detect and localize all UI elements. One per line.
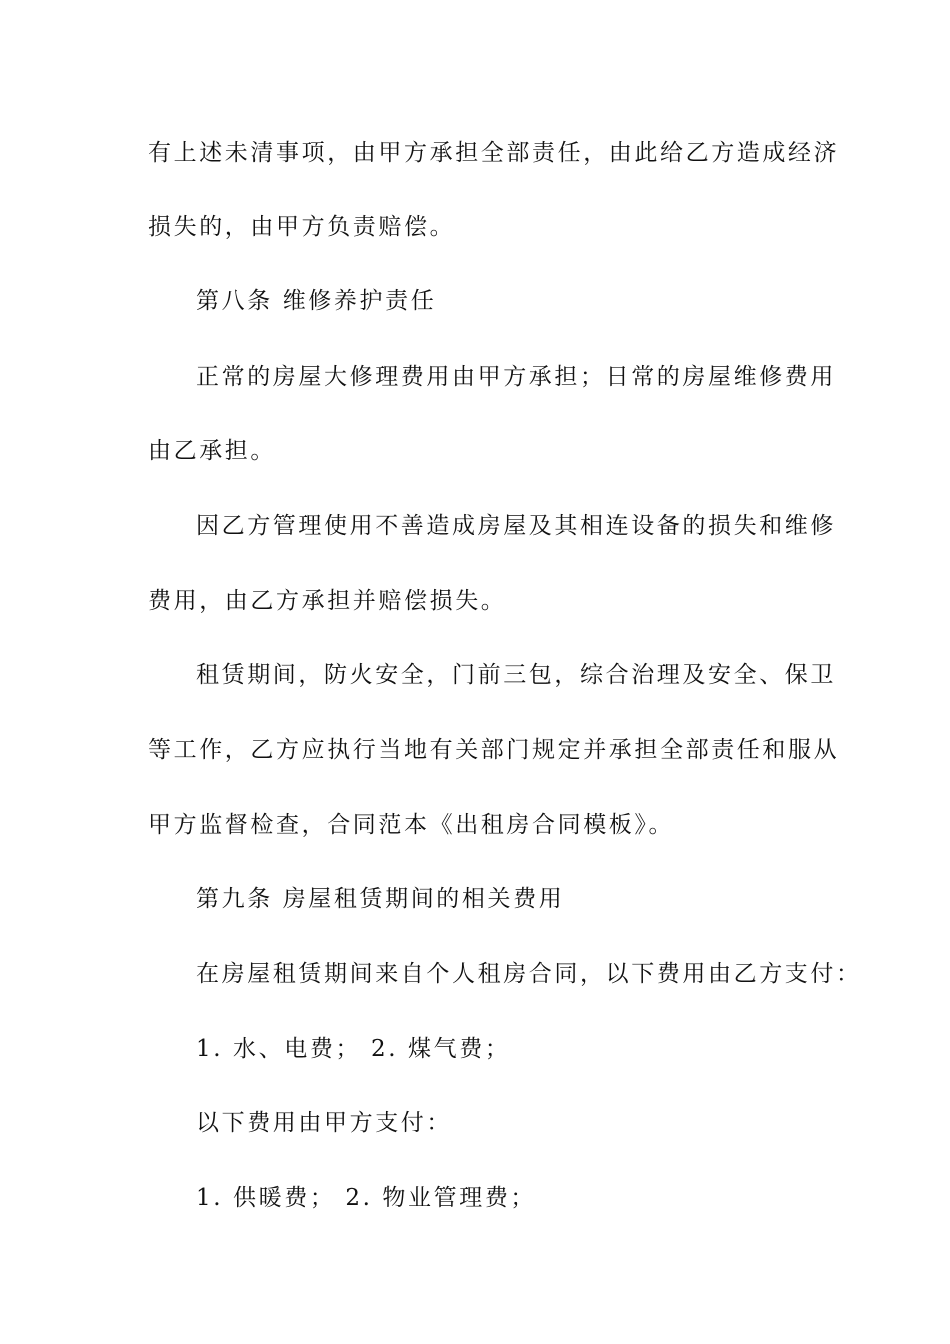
list-item: 1. 水、电费； 2. 煤气费； <box>196 1036 511 1062</box>
text-line: 有上述未清事项，由甲方承担全部责任，由此给乙方造成经济 <box>148 140 840 166</box>
section-heading: 第九条 房屋租赁期间的相关费用 <box>196 886 565 912</box>
text-line: 费用，由乙方承担并赔偿损失。 <box>148 588 507 614</box>
text-line: 等工作，乙方应执行当地有关部门规定并承担全部责任和服从 <box>148 737 840 763</box>
list-item: 1. 供暖费； 2. 物业管理费； <box>196 1185 537 1211</box>
text-line: 损失的，由甲方负责赔偿。 <box>148 214 456 240</box>
text-line: 甲方监督检查，合同范本《出租房合同模板》。 <box>148 812 675 838</box>
text-line: 正常的房屋大修理费用由甲方承担；日常的房屋维修费用 <box>196 364 836 390</box>
text-line: 在房屋租赁期间来自个人租房合同，以下费用由乙方支付： <box>196 961 862 987</box>
text-line: 因乙方管理使用不善造成房屋及其相连设备的损失和维修 <box>196 513 836 539</box>
text-line: 以下费用由甲方支付： <box>196 1110 452 1136</box>
section-heading: 第八条 维修养护责任 <box>196 288 437 314</box>
text-line: 由乙承担。 <box>148 438 276 464</box>
text-line: 租赁期间，防火安全，门前三包，综合治理及安全、保卫 <box>196 662 836 688</box>
